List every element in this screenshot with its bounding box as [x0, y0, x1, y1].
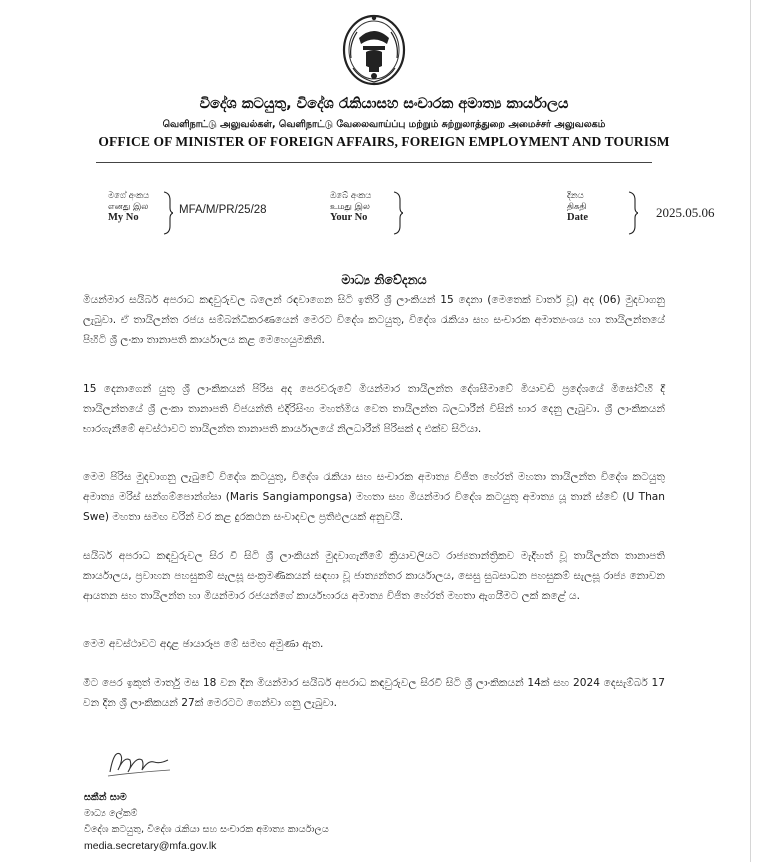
signatory-block [84, 790, 329, 854]
your-no-label-tamil: உமது இல [330, 201, 370, 212]
body-paragraph-3: මෙම පිරිස මුදවාගනු ලැබුවේ විදේශ කටයුතු, විදේශ රැකියා සහ සංචාරක අමාත්‍ය විජිත හේරත් මහතා තායිලන්ත විදේශ කටයුතු අමාත්‍ය මරිස් සන්ගම්පොන්ග්සා (Maris Sangiampongsa) මහතා සහ මියන්මාර විදේශ කටයුතු අමාත්‍ය යූ තාන් ස්වේ (U Than Swe) මහතා සමඟ වරින් වර කළ දුරකථන සංවාදවල ප්‍රතිඵලයක් අනුවයි. [83, 471, 665, 523]
signatory-office: විදේශ කටයුතු, විදේශ රැකියා සහ සංචාරක අමාත්‍ය කාර්යාලය [84, 824, 329, 835]
document-title: මාධ්‍ය නිවේදනය [341, 272, 427, 287]
handwritten-signature-icon [104, 742, 174, 782]
org-name-sinhala: විදේශ කටයුතු, විදේශ රැකියාසහ සංචාරක අමාත්‍ය කාර්යාලය [199, 96, 569, 112]
your-no-label-english: Your No [330, 212, 368, 223]
body-paragraph-1: මියන්මාර සයිබර් අපරාධ කඳවුරුවල බලෙන් රඳවාගෙන සිටි ඉතිරි ශ්‍රී ලාංකියන් 15 දෙනා (මෙතෙක් වාතර් වූ) අද (06) මුදවාගනු ලැබුවා. ඒ තායිලන්ත රජය සම්බන්ධීකරණයෙන් මෙරට විදේශ කටයුතු, විදේශ රැකියා සහ සංචාරක අමාත්‍යංශය හා තායිලන්තයේ පිහිටි ශ්‍රී ලංකා තානාපති කාර්යාලය කළ මෙහෙයුමකිනි. [83, 294, 665, 346]
org-name-tamil: வெளிநாட்டு அலுவல்கள், வெளிநாட்டு வேலைவாய்ப்பு மற்றும் சுற்றுலாத்துறை அமைச்சர் அலுவலகம் [162, 119, 606, 130]
your-no-label [330, 191, 371, 224]
sri-lanka-state-emblem-icon [339, 8, 409, 88]
your-no-brace-icon [393, 191, 403, 235]
my-no-brace-icon [163, 191, 173, 235]
date-label-sinhala: දිනය [567, 191, 584, 201]
signatory-email[interactable]: media.secretary@mfa.gov.lk [84, 840, 217, 852]
header-divider [96, 162, 652, 163]
signatory-name: සකීන් සාම [84, 792, 127, 803]
body-paragraph-5: මෙම අවස්ථාවට අදාළ ඡායාරූප මේ සමඟ අමුණා ඇත. [83, 638, 324, 650]
my-no-label-sinhala: මගේ අංකය [108, 191, 150, 201]
body-paragraph-6: මීට පෙර ඉකුත් මාර්තු මස 18 වන දින මියන්මාර සයිබර් අපරාධ කඳවුරුවල සිරවී සිටි ශ්‍රී ලාංකිකයන් 14ක් සහ 2024 දෙසැම්බර් 17 වන දින ශ්‍රී ලාංකිකයන් 27ක් මෙරටට ගෙන්වා ගනු ලැබුවා. [83, 677, 665, 709]
my-no-value: MFA/M/PR/25/28 [179, 204, 267, 216]
my-no-label-english: My No [108, 212, 139, 223]
date-label [567, 191, 588, 224]
body-paragraph-2: 15 දෙනාගෙන් යුතු ශ්‍රී ලාංකිකයන් පිරිස අද පෙරවරුවේ මියන්මාර තායිලන්ත දේශසීමාවේ මියාවඩි ප්‍රදේශයේ මිසෝට්හි දී තායිලන්තයේ ශ්‍රී ලංකා තානාපති විජයන්ති එදිරිසිංහ මහත්මිය වෙත තායිලන්ත බලධාරීන් විසින් භාර දෙනු ලැබුවා. ශ්‍රී ලාංකිකයන් භාරගැනීමේ අවස්ථාවට තායිලන්ත තානාපති කාර්යාලයේ නිලධාරීන් පිරිසක් ද එක්ව සිටියා. [83, 383, 665, 435]
my-no-label-tamil: எனது இல [108, 201, 149, 212]
date-brace-icon [628, 191, 638, 235]
signatory-designation: මාධ්‍ය ලේකම් [84, 808, 138, 819]
date-value: 2025.05.06 [656, 205, 715, 220]
date-label-tamil: திகதி [567, 201, 587, 212]
your-no-label-sinhala: ඔබේ අංකය [330, 191, 372, 201]
date-label-english: Date [567, 212, 588, 223]
org-name-english: OFFICE OF MINISTER OF FOREIGN AFFAIRS, FOREIGN EMPLOYMENT AND TOURISM [98, 134, 670, 149]
body-paragraph-4: සයිබර් අපරාධ කඳවුරුවල සිර වී සිටි ශ්‍රී ලාංකියන් මුදවාගැනීමේ ක්‍රියාවලියට රාජ්‍යතාන්ත්‍රිකව මැදිහත් වූ තායිලන්ත තානාපති කාර්යාලය, ප්‍රවාහන පහසුකම් සැලසූ සංක්‍රමණිකයන් සඳහා වූ ජාත්‍යන්තර කාර්යාලය, සෙසු සුබසාධන පහසුකම් සැලසූ රාජ්‍ය නොවන ආයතන සහ තායිලන්ත හා මියන්මාර රජයන්ගේ කාර්යභාරය අමාත්‍ය විජිත හේරත් මහතා ඇගයීමට ලක් කළේ ය. [83, 550, 665, 602]
my-no-label [108, 191, 149, 224]
